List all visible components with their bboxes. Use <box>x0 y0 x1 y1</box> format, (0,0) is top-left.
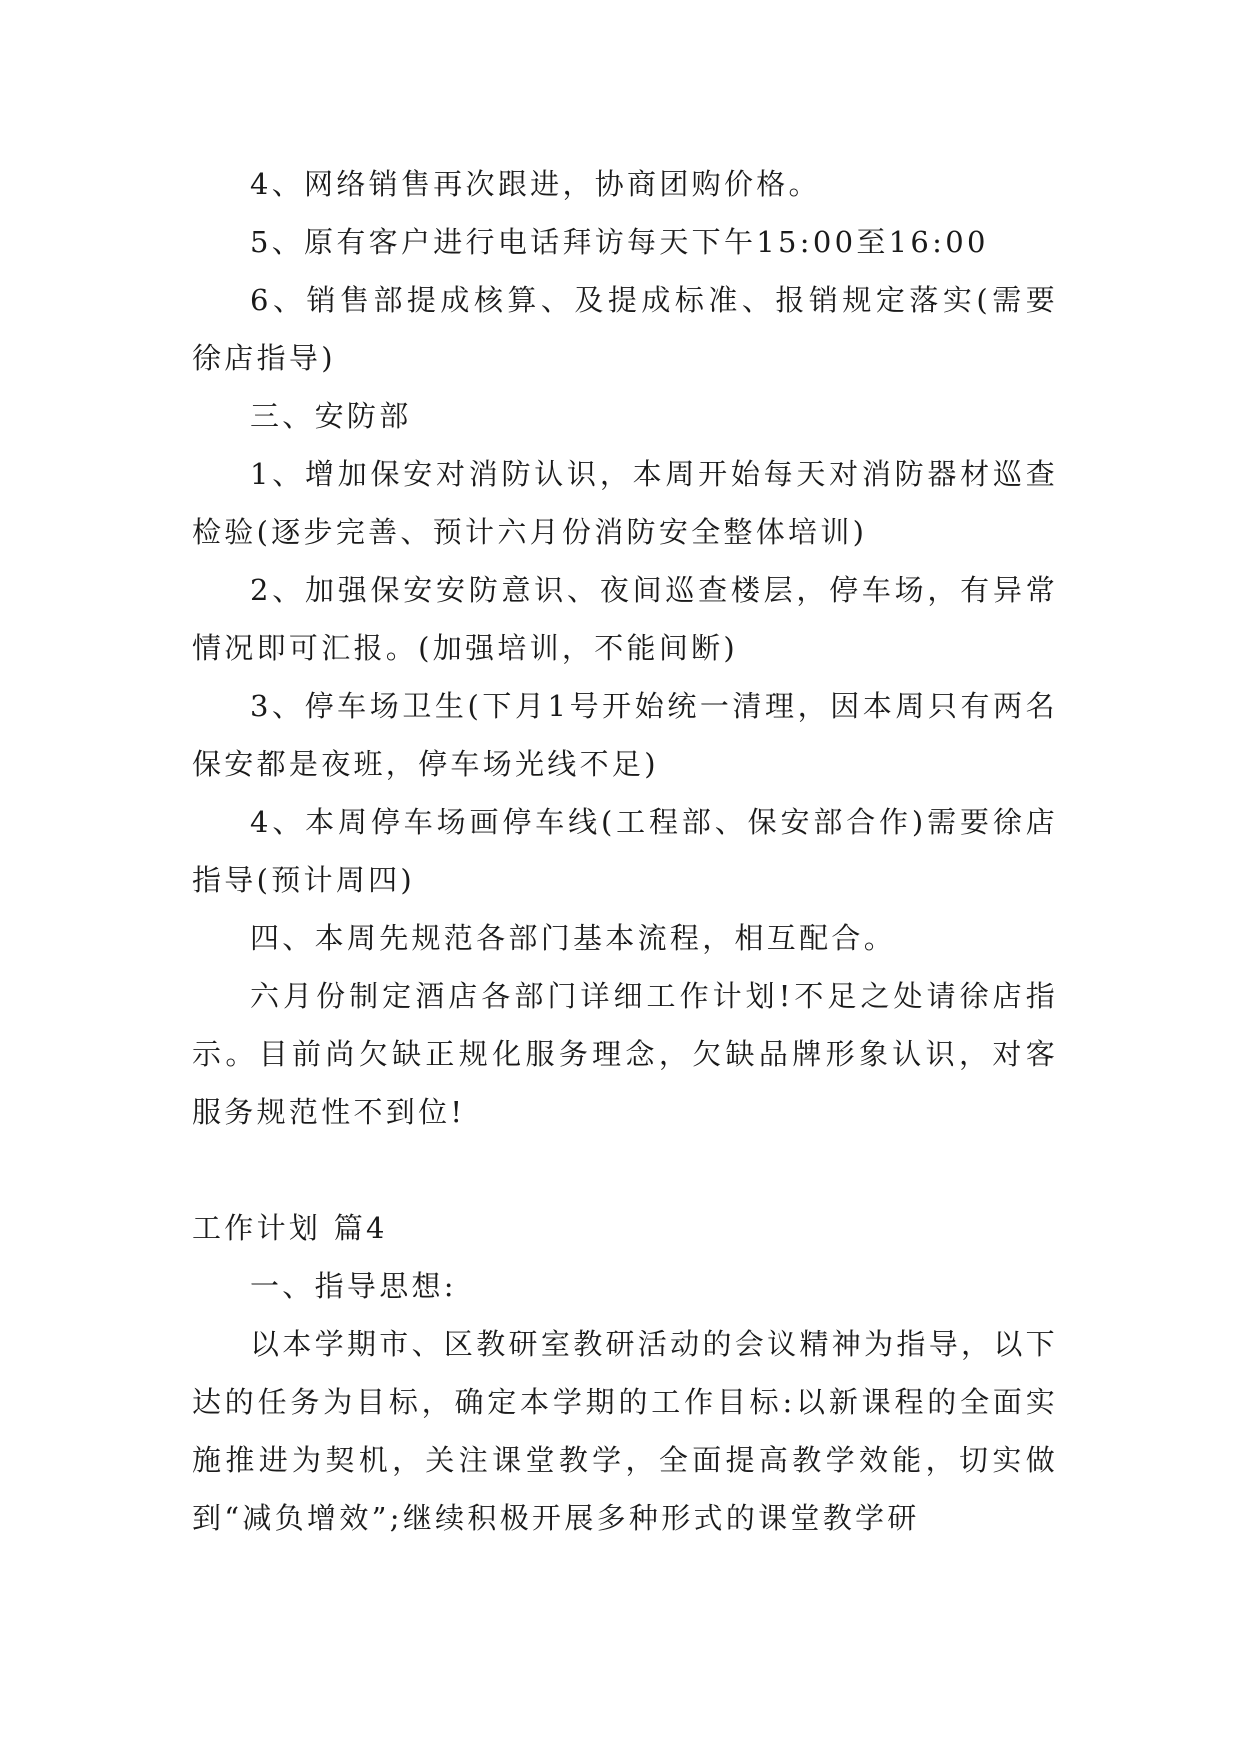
paragraph-parking-cleaning: 3、停车场卫生(下月1号开始统一清理，因本周只有两名保安都是夜班，停车场光线不足) <box>192 689 1058 781</box>
paragraph-online-sales: 4、网络销售再次跟进，协商团购价格。 <box>250 167 821 201</box>
heading-security-dept: 三、安防部 <box>250 399 412 433</box>
heading-guiding-ideology: 一、指导思想: <box>250 1269 457 1303</box>
document-body <box>192 155 1058 1547</box>
section-heading: 工作计划 篇4 <box>192 1211 388 1245</box>
section-spacer <box>192 1141 1058 1199</box>
paragraph-sales-commission: 6、销售部提成核算、及提成标准、报销规定落实(需要徐店指导) <box>192 283 1058 375</box>
heading-standardize-process: 四、本周先规范各部门基本流程，相互配合。 <box>250 921 897 955</box>
paragraph-phone-visits: 5、原有客户进行电话拜访每天下午15:00至16:00 <box>250 225 989 259</box>
paragraph-night-patrol: 2、加强保安安防意识、夜间巡查楼层，停车场，有异常情况即可汇报。(加强培训，不能间断) <box>192 573 1058 665</box>
paragraph-guiding-text: 以本学期市、区教研室教研活动的会议精神为指导，以下达的任务为目标，确定本学期的工作目标:以新课程的全面实施推进为契机，关注课堂教学，全面提高教学效能，切实做到“减负增效”;继续积极开展多种形式的课堂教学研 <box>192 1327 1058 1535</box>
paragraph-parking-lines: 4、本周停车场画停车线(工程部、保安部合作)需要徐店指导(预计周四) <box>192 805 1058 897</box>
paragraph-fire-awareness: 1、增加保安对消防认识，本周开始每天对消防器材巡查检验(逐步完善、预计六月份消防安全整体培训) <box>192 457 1058 549</box>
paragraph-june-plan: 六月份制定酒店各部门详细工作计划!不足之处请徐店指示。目前尚欠缺正规化服务理念，欠缺品牌形象认识，对客服务规范性不到位! <box>192 979 1058 1129</box>
